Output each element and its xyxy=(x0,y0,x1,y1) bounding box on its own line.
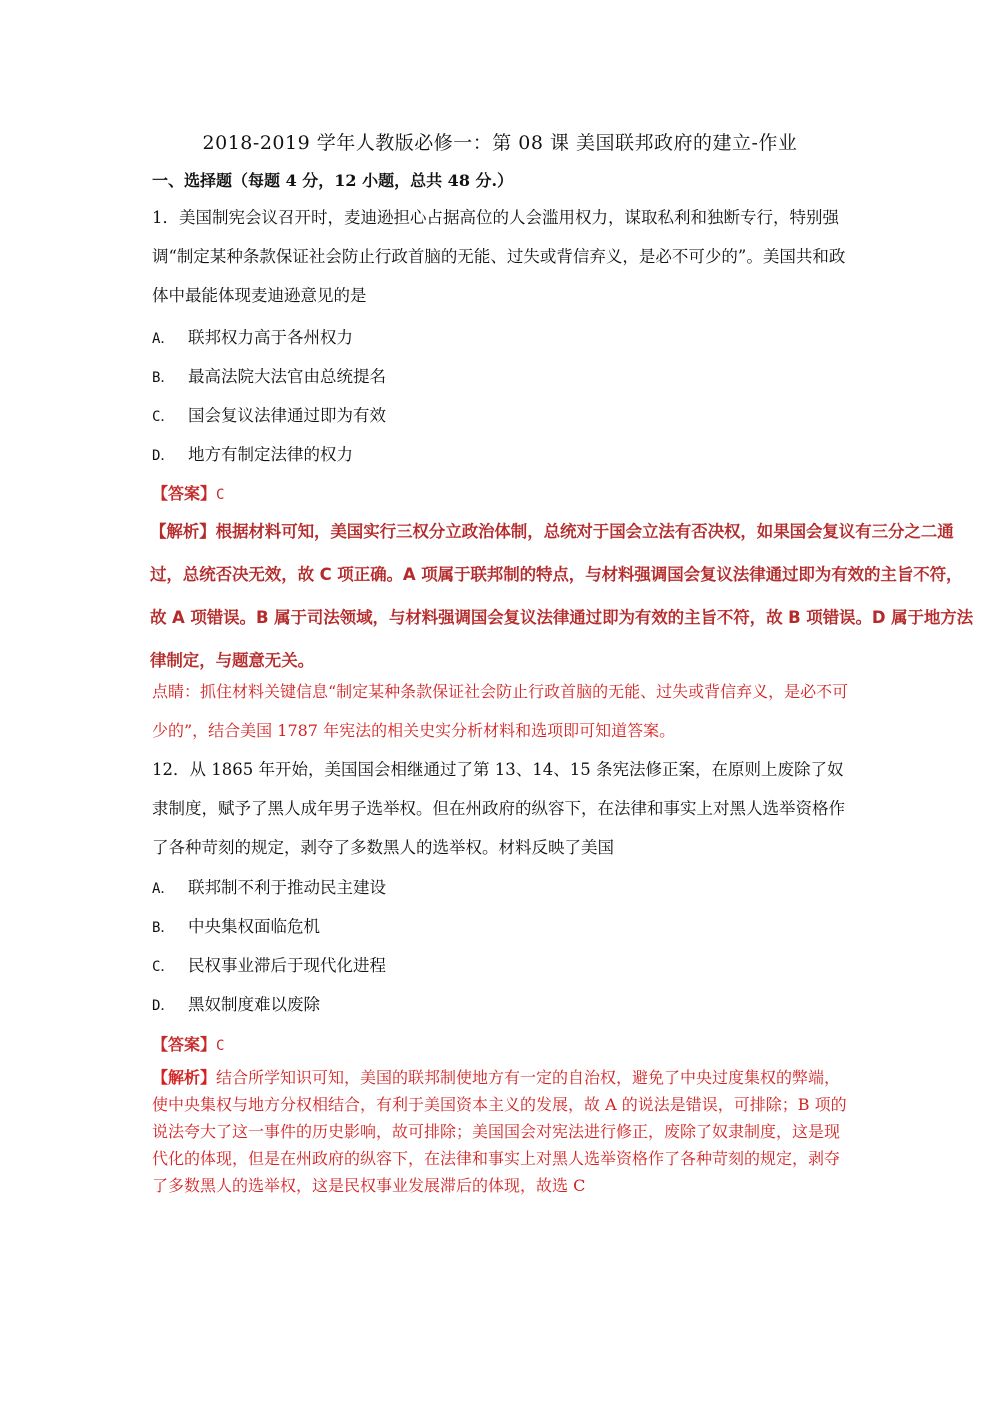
question-12-options xyxy=(152,868,852,1024)
option-letter: B． xyxy=(152,920,175,936)
document-title: 2018-2019 学年人教版必修一：第 08 课 美国联邦政府的建立-作业 xyxy=(202,132,798,154)
question-1-analysis xyxy=(150,510,980,682)
option-b xyxy=(152,357,852,396)
option-letter: D． xyxy=(152,448,175,464)
option-c xyxy=(152,396,852,435)
option-letter: B． xyxy=(152,370,175,386)
option-letter: D． xyxy=(152,998,175,1014)
option-letter: C． xyxy=(152,409,175,425)
option-letter: A． xyxy=(152,881,175,897)
question-1-options xyxy=(152,318,852,474)
question-1 xyxy=(152,198,852,315)
option-text: 地方有制定法律的权力 xyxy=(188,445,353,464)
question-stem: 1．美国制宪会议召开时，麦迪逊担心占据高位的人会滥用权力，谋取私利和独断专行，特别强调“制定某种条款保证社会防止行政首脑的无能、过失或背信弃义，是必不可少的”。美国共和政体中最能体现麦迪逊意见的是 xyxy=(152,208,846,305)
analysis-body: 根据材料可知，美国实行三权分立政治体制，总统对于国会立法有否决权，如果国会复议有三分之二通过，总统否决无效，故 C 项正确。A 项属于联邦制的特点，与材料强调国会复议法律通过即为有效的主旨不符，故 A 项错误。B 属于司法领域，与材料强调国会复议法律通过即为有效的主旨不符，故 B 项错误。D 属于地方法律制定，与题意无关。 xyxy=(150,522,974,670)
option-text: 最高法院大法官由总统提名 xyxy=(188,367,386,386)
section-heading: 一、选择题（每题 4 分，12 小题，总共 48 分.） xyxy=(152,171,514,190)
answer-value: C xyxy=(216,1038,225,1054)
option-text: 联邦权力高于各州权力 xyxy=(188,328,353,347)
option-b xyxy=(152,907,852,946)
answer-line xyxy=(152,477,852,511)
option-a xyxy=(152,868,852,907)
question-12-answer xyxy=(152,1028,852,1062)
option-text: 民权事业滞后于现代化进程 xyxy=(188,956,386,975)
answer-label: 【答案】 xyxy=(152,484,217,503)
option-text: 联邦制不利于推动民主建设 xyxy=(188,878,386,897)
analysis-body: 结合所学知识可知，美国的联邦制使地方有一定的自治权，避免了中央过度集权的弊端，使中央集权与地方分权相结合，有利于美国资本主义的发展，故 A 的说法是错误，可排除；B 项的说法夸大了这一事件的历史影响，故可排除；美国国会对宪法进行修正，废除了奴隶制度，这是现代化的体现，但是在州政府的纵容下，在法律和事实上对黑人选举资格作了各种苛刻的规定，剥夺了多数黑人的选举权，这是民权事业发展滞后的体现，故选 C xyxy=(152,1068,847,1195)
answer-line xyxy=(152,1028,852,1062)
question-12-analysis xyxy=(152,1064,852,1199)
tip-note: 点睛：抓住材料关键信息“制定某种条款保证社会防止行政首脑的无能、过失或背信弃义，是必不可少的”，结合美国 1787 年宪法的相关史实分析材料和选项即可知道答案。 xyxy=(152,682,849,740)
option-text: 中央集权面临危机 xyxy=(188,917,320,936)
question-stem: 12．从 1865 年开始，美国国会相继通过了第 13、14、15 条宪法修正案，在原则上废除了奴隶制度，赋予了黑人成年男子选举权。但在州政府的纵容下，在法律和事实上对黑人选举资格作了各种苛刻的规定，剥夺了多数黑人的选举权。材料反映了美国 xyxy=(152,760,845,857)
question-12 xyxy=(152,750,852,867)
option-d xyxy=(152,435,852,474)
question-1-answer xyxy=(152,477,852,511)
question-1-note xyxy=(152,672,852,750)
answer-value: C xyxy=(216,487,225,503)
analysis-text xyxy=(150,510,975,682)
answer-label: 【答案】 xyxy=(152,1035,217,1054)
option-d xyxy=(152,985,852,1024)
option-text: 黑奴制度难以废除 xyxy=(188,995,320,1014)
option-letter: A． xyxy=(152,331,175,347)
analysis-label: 【解析】 xyxy=(152,1068,217,1087)
option-text: 国会复议法律通过即为有效 xyxy=(188,406,386,425)
option-a xyxy=(152,318,852,357)
option-letter: C． xyxy=(152,959,175,975)
option-c xyxy=(152,946,852,985)
analysis-text xyxy=(152,1064,852,1199)
analysis-label: 【解析】 xyxy=(150,522,216,541)
